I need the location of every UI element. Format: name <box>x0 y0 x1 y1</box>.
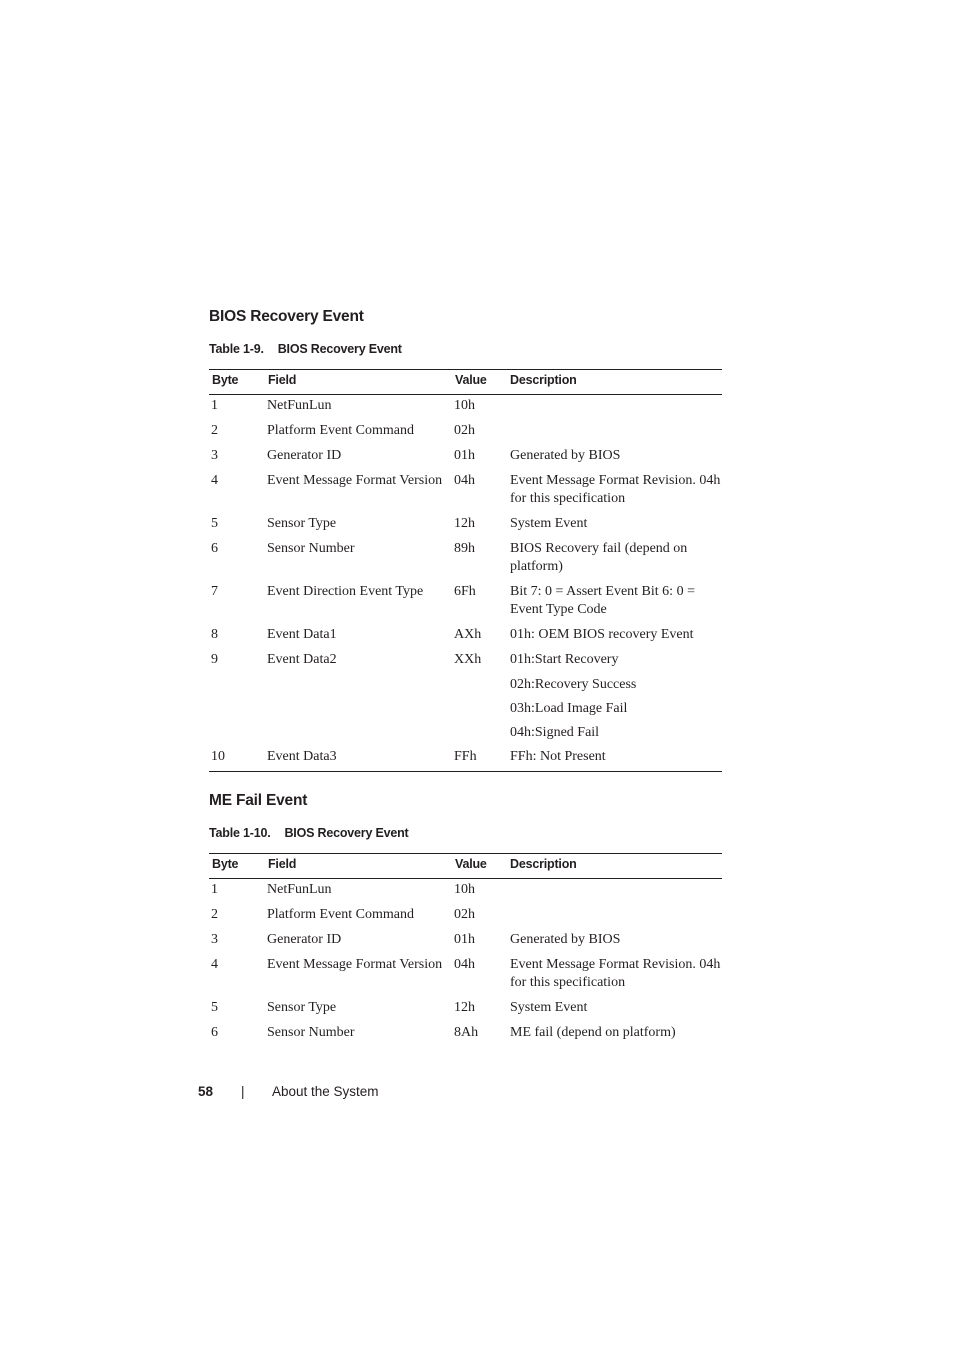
table-number: Table 1-9. <box>209 342 264 356</box>
cell-description <box>507 395 722 423</box>
cell-field: Generator ID <box>267 448 342 463</box>
cell-value <box>452 700 507 724</box>
cell-byte: 3 <box>211 932 218 947</box>
cell-byte <box>209 700 265 724</box>
table-row <box>209 1024 722 1049</box>
table-row <box>209 931 722 956</box>
cell-field: Event Data3 <box>265 748 452 772</box>
cell-description: 03h:Load Image Fail <box>510 701 628 716</box>
table-row <box>209 422 722 447</box>
cell-field: Event Message Format Version <box>267 473 443 488</box>
cell-field: Event Data2 <box>267 652 337 667</box>
footer-separator: | <box>241 1084 245 1099</box>
header-value: Value <box>452 854 507 879</box>
table-row <box>209 700 722 724</box>
cell-byte: 1 <box>211 398 218 413</box>
cell-value: AXh <box>454 627 482 642</box>
cell-byte <box>209 676 265 700</box>
cell-value: 89h <box>454 541 475 556</box>
table-row <box>209 583 722 626</box>
cell-field: NetFunLun <box>267 398 332 413</box>
cell-description: BIOS Recovery fail (depend on platform) <box>510 541 688 574</box>
table-row <box>209 447 722 472</box>
cell-value: 04h <box>454 473 475 488</box>
cell-description: ME fail (depend on platform) <box>510 1025 676 1040</box>
cell-value: XXh <box>454 652 482 667</box>
table-row <box>209 626 722 651</box>
cell-field <box>265 700 452 724</box>
cell-byte: 5 <box>211 1000 218 1015</box>
table-row <box>209 651 722 676</box>
cell-value: 01h <box>454 448 475 463</box>
cell-description: 01h: OEM BIOS recovery Event <box>510 627 694 642</box>
cell-description <box>507 879 722 907</box>
cell-value: 8Ah <box>454 1025 479 1040</box>
cell-field <box>265 676 452 700</box>
cell-byte: 4 <box>211 957 218 972</box>
table-row <box>209 472 722 515</box>
cell-value: 10h <box>454 882 475 897</box>
header-byte: Byte <box>209 370 265 395</box>
cell-description <box>507 422 722 447</box>
header-value: Value <box>452 370 507 395</box>
cell-description: Event Message Format Revision. 04h for this specification <box>510 473 721 506</box>
cell-byte <box>209 724 265 748</box>
page-number: 58 <box>198 1084 214 1099</box>
cell-value: 6Fh <box>454 584 476 599</box>
header-description: Description <box>507 854 722 879</box>
cell-value: 01h <box>454 932 475 947</box>
cell-byte: 1 <box>211 882 218 897</box>
cell-description: 04h:Signed Fail <box>510 725 600 740</box>
table-caption-1-10 <box>209 826 409 840</box>
table-row <box>209 999 722 1024</box>
cell-field: Platform Event Command <box>267 907 414 922</box>
cell-field: Generator ID <box>267 932 342 947</box>
table-row <box>209 676 722 700</box>
cell-description: System Event <box>510 516 588 531</box>
cell-field: Platform Event Command <box>267 423 414 438</box>
me-fail-event-table <box>209 853 722 1049</box>
header-byte: Byte <box>209 854 265 879</box>
cell-value: 10h <box>454 398 475 413</box>
cell-field: Event Data1 <box>267 627 337 642</box>
cell-field <box>265 724 452 748</box>
table-header-row <box>209 370 722 395</box>
table-row <box>209 724 722 748</box>
cell-value <box>452 676 507 700</box>
cell-byte: 5 <box>211 516 218 531</box>
cell-field: Sensor Number <box>267 1025 355 1040</box>
cell-description: System Event <box>510 1000 588 1015</box>
cell-description: Generated by BIOS <box>510 448 621 463</box>
table-row <box>209 956 722 999</box>
cell-description: Bit 7: 0 = Assert Event Bit 6: 0 = Event Type Code <box>510 584 695 617</box>
cell-field: Sensor Type <box>267 1000 337 1015</box>
header-field: Field <box>265 854 452 879</box>
cell-byte: 6 <box>211 541 218 556</box>
table-row <box>209 906 722 931</box>
cell-value: FFh <box>452 748 507 772</box>
cell-byte: 8 <box>211 627 218 642</box>
cell-byte: 9 <box>211 652 218 667</box>
header-description: Description <box>507 370 722 395</box>
cell-description <box>507 906 722 931</box>
table-header-row <box>209 854 722 879</box>
section-heading-bios-recovery: BIOS Recovery Event <box>209 308 364 325</box>
section-heading-me-fail: ME Fail Event <box>209 792 308 809</box>
cell-description: Generated by BIOS <box>510 932 621 947</box>
cell-field: Sensor Number <box>267 541 355 556</box>
cell-field: NetFunLun <box>267 882 332 897</box>
cell-description: Event Message Format Revision. 04h for this specification <box>510 957 721 990</box>
cell-byte: 6 <box>211 1025 218 1040</box>
header-field: Field <box>265 370 452 395</box>
cell-field: Event Direction Event Type <box>267 584 424 599</box>
cell-byte: 2 <box>211 907 218 922</box>
table-row <box>209 395 722 423</box>
cell-byte: 3 <box>211 448 218 463</box>
cell-byte: 10 <box>209 748 265 772</box>
table-row <box>209 879 722 907</box>
table-title: BIOS Recovery Event <box>284 826 409 840</box>
table-number: Table 1-10. <box>209 826 271 840</box>
table-row <box>209 748 722 772</box>
cell-description: FFh: Not Present <box>507 748 722 772</box>
footer-chapter-title: About the System <box>272 1084 379 1099</box>
cell-value: 12h <box>454 516 475 531</box>
table-caption-1-9 <box>209 342 402 356</box>
cell-field: Sensor Type <box>267 516 337 531</box>
cell-value: 12h <box>454 1000 475 1015</box>
cell-description: 01h:Start Recovery <box>510 652 619 667</box>
cell-byte: 4 <box>211 473 218 488</box>
cell-value <box>452 724 507 748</box>
cell-value: 02h <box>454 423 475 438</box>
table-row <box>209 540 722 583</box>
cell-description: 02h:Recovery Success <box>510 677 637 692</box>
cell-byte: 7 <box>211 584 218 599</box>
cell-field: Event Message Format Version <box>267 957 443 972</box>
cell-value: 04h <box>454 957 475 972</box>
cell-value: 02h <box>454 907 475 922</box>
table-title: BIOS Recovery Event <box>277 342 402 356</box>
table-row <box>209 515 722 540</box>
bios-recovery-event-table <box>209 369 722 772</box>
cell-byte: 2 <box>211 423 218 438</box>
